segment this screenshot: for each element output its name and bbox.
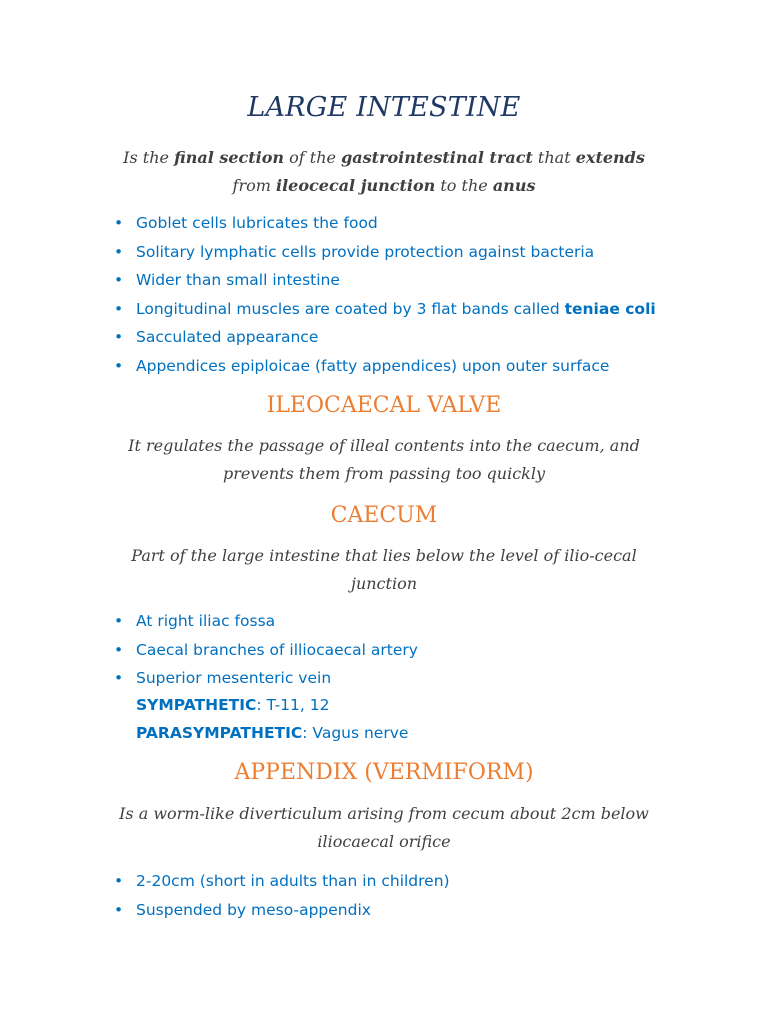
appendix-list — [112, 867, 450, 924]
intro-bold-gi-tract: gastrointestinal tract — [341, 148, 533, 167]
intro-paragraph — [70, 144, 698, 200]
sympathetic-line — [136, 691, 329, 719]
intro-text: to the — [435, 176, 493, 195]
sympathetic-label: SYMPATHETIC — [136, 696, 257, 714]
paragraph-line: It regulates the passage of illeal contents into the caecum, and — [128, 436, 640, 455]
intro-text: that — [532, 148, 576, 167]
list-item: • Caecal branches of illiocaecal artery — [112, 636, 418, 665]
list-item: • Suspended by meso-appendix — [112, 896, 450, 925]
page-title: LARGE INTESTINE — [247, 92, 521, 123]
list-item: • Wider than small intestine — [112, 266, 656, 295]
paragraph-line: Is a worm-like diverticulum arising from cecum about 2cm below — [119, 804, 649, 823]
caecum-list — [112, 607, 418, 693]
paragraph-line: Part of the large intestine that lies below the level of ilio-cecal — [131, 546, 637, 565]
parasympathetic-label: PARASYMPATHETIC — [136, 724, 303, 742]
list-item: • At right iliac fossa — [112, 607, 418, 636]
parasympathetic-line — [136, 719, 408, 747]
paragraph-line: prevents them from passing too quickly — [222, 464, 546, 483]
intro-bold-extends: extends — [575, 148, 645, 167]
appendix-paragraph — [70, 800, 698, 856]
list-item-text: Longitudinal muscles are coated by 3 flat bands called — [136, 299, 565, 318]
list-item: • Appendices epiploicae (fatty appendices) upon outer surface — [112, 352, 656, 381]
intro-bold-final-section: final section — [174, 148, 285, 167]
section-heading-appendix: APPENDIX (VERMIFORM) — [234, 760, 534, 785]
intro-bold-anus: anus — [492, 176, 536, 195]
large-intestine-list — [112, 209, 656, 380]
paragraph-line: iliocaecal orifice — [317, 832, 451, 851]
teniae-coli-term: teniae coli — [564, 299, 656, 318]
paragraph-line: junction — [350, 574, 417, 593]
intro-text: of the — [284, 148, 342, 167]
caecum-paragraph — [70, 542, 698, 598]
intro-text: from — [232, 176, 277, 195]
intro-text: Is the — [123, 148, 175, 167]
list-item: • Solitary lymphatic cells provide protection against bacteria — [112, 238, 656, 267]
section-heading-caecum: CAECUM — [330, 503, 438, 528]
list-item: • Sacculated appearance — [112, 323, 656, 352]
list-item: • 2-20cm (short in adults than in children) — [112, 867, 450, 896]
parasympathetic-value: : Vagus nerve — [302, 724, 409, 742]
ileocaecal-valve-paragraph — [70, 432, 698, 488]
section-heading-ileocaecal-valve: ILEOCAECAL VALVE — [266, 393, 502, 418]
intro-bold-ileocecal-junction: ileocecal junction — [276, 176, 436, 195]
list-item: • Superior mesenteric vein — [112, 664, 418, 693]
list-item: • Goblet cells lubricates the food — [112, 209, 656, 238]
list-item — [112, 295, 656, 324]
sympathetic-value: : T-11, 12 — [256, 696, 330, 714]
